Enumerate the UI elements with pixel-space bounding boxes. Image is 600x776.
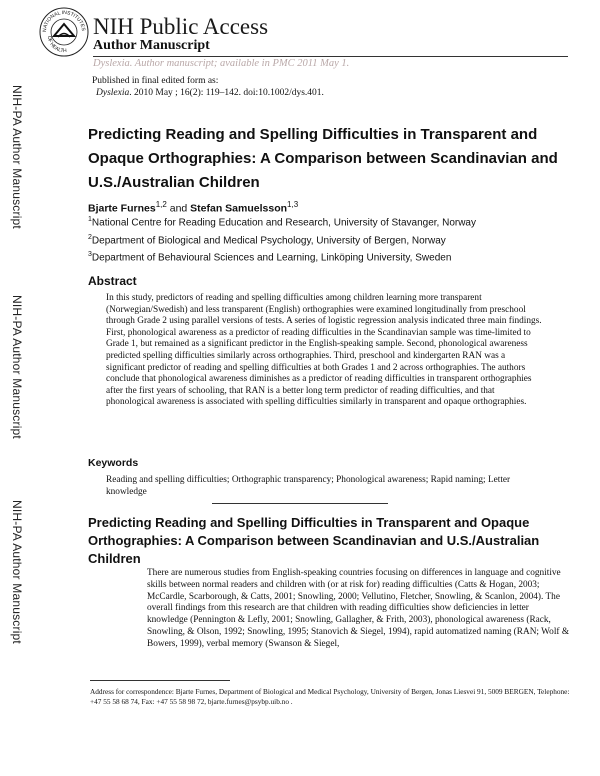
publication-journal: Dyslexia (96, 88, 130, 98)
affiliation-sup: 2 (88, 234, 92, 241)
publication-info (92, 75, 324, 99)
author2-name: Stefan Samuelsson (190, 202, 288, 215)
side-label-bottom: NIH-PA Author Manuscript (10, 500, 24, 644)
keywords-text: Reading and spelling difficulties; Orthographic transparency; Phonological awareness; Rapid naming; Letter knowledge (106, 475, 511, 497)
footnote-rule (90, 680, 230, 681)
affiliation-1 (88, 216, 476, 228)
author-line (88, 200, 298, 215)
logo-arc-top: NATIONAL INSTITUTES (41, 9, 87, 33)
affiliation-2 (88, 234, 446, 246)
header-title: NIH Public Access (93, 14, 269, 39)
affiliation-text: National Centre for Reading Education and Research, University of Stavanger, Norway (91, 217, 476, 229)
availability-note (93, 58, 349, 69)
side-label-top: NIH-PA Author Manuscript (10, 85, 24, 229)
abstract-heading: Abstract (88, 274, 137, 288)
publication-line1: Published in final edited form as: (92, 76, 219, 86)
author2-sup: 1,3 (287, 200, 299, 209)
header-subtitle: Author Manuscript (93, 38, 210, 53)
section-body-text: There are numerous studies from English-speaking countries focusing on differences in language and cognitive skills between normal readers and children with (or at risk for) reading difficulties (Catts & Hogan, 2003; McCardle, Scarborough, & Catts, 2001; Snowling, 2000; Vellutino, Fletcher, Snowling, & Scanlon, 2004). The overall findings from this research are that children with reading difficulties show deficiencies in letter knowledge (Pennington & Lefly, 2001; Snowling, Gallagher, & Frith, 2003), phonological awareness (Rack, Snowling, & Olson, 1992; Snowling, 1995; Stanovich & Siegel, 1994), rapid automatized naming (RAN; Wolf & Bowers, 1999), verbal memory (Swanson & Siegel, (147, 568, 570, 649)
abstract-text: In this study, predictors of reading and spelling difficulties among children learning more transparent (Norwegian/Swedish) and less transparent (English) orthographies were examined longitudinally from preschool through Grade 2 using parallel versions of tests. A series of logistic regression analysis indicated three main findings. First, phonological awareness as a predictor of reading difficulties in the Scandinavian sample was time-limited to Grade 1, but remained as a significant predictor in the English-speaking sample. Second, phonological awareness predicted spelling difficulties similarly across orthographies. Third, preschool and kindergarten RAN was a significant predictor of reading and spelling difficulties at both Grades 1 and 2 across orthographies. The authors conclude that phonological awareness diminishes as a predictor of reading difficulties in transparent orthographies after the first years of schooling, that RAN is a better long term predictor of reading difficulties, and that phonological awareness is associated with spelling difficulties similarly in transparent and opaque orthographies. (106, 293, 542, 408)
affiliation-text: Department of Biological and Medical Psychology, University of Bergen, Norway (91, 235, 446, 247)
side-label-middle: NIH-PA Author Manuscript (10, 295, 24, 439)
keywords-heading: Keywords (88, 457, 139, 469)
affiliation-text: Department of Behavioural Sciences and Learning, Linköping University, Sweden (91, 252, 452, 264)
logo-arc-bottom: OF HEALTH (45, 35, 67, 55)
author1-name: Bjarte Furnes (88, 202, 156, 215)
author-and: and (166, 202, 191, 215)
footnote-text: Address for correspondence: Bjarte Furnes, Department of Biological and Medical Psychology, University of Bergen, Jonas Liesvei 91, 5009 BERGEN, Telephone: +47 55 58 68 74, Fax: +47 55 58 98 72, bjarte.furnes@psybp.uib.no . (90, 687, 570, 706)
publication-citation (92, 87, 324, 99)
author1-sup: 1,2 (155, 200, 167, 209)
affiliation-sup: 1 (88, 216, 92, 223)
header-rule (93, 56, 568, 57)
affiliation-3 (88, 251, 451, 263)
nih-seal-icon (38, 6, 90, 58)
publication-details: . 2010 May ; 16(2): 119–142. doi:10.1002/dys.401. (129, 88, 324, 98)
article-title: Predicting Reading and Spelling Difficulties in Transparent and Opaque Orthographies: A Comparison between Scandinavian and U.S./Australian Children (88, 126, 558, 191)
availability-rest: . Author manuscript; available in PMC 2011 May 1. (129, 58, 350, 69)
availability-journal: Dyslexia (93, 58, 130, 69)
section-heading: Predicting Reading and Spelling Difficulties in Transparent and Opaque Orthographies: A Comparison between Scandinavian and U.S./Australian Children (88, 515, 540, 566)
section-divider (212, 503, 388, 504)
affiliation-sup: 3 (88, 251, 92, 258)
